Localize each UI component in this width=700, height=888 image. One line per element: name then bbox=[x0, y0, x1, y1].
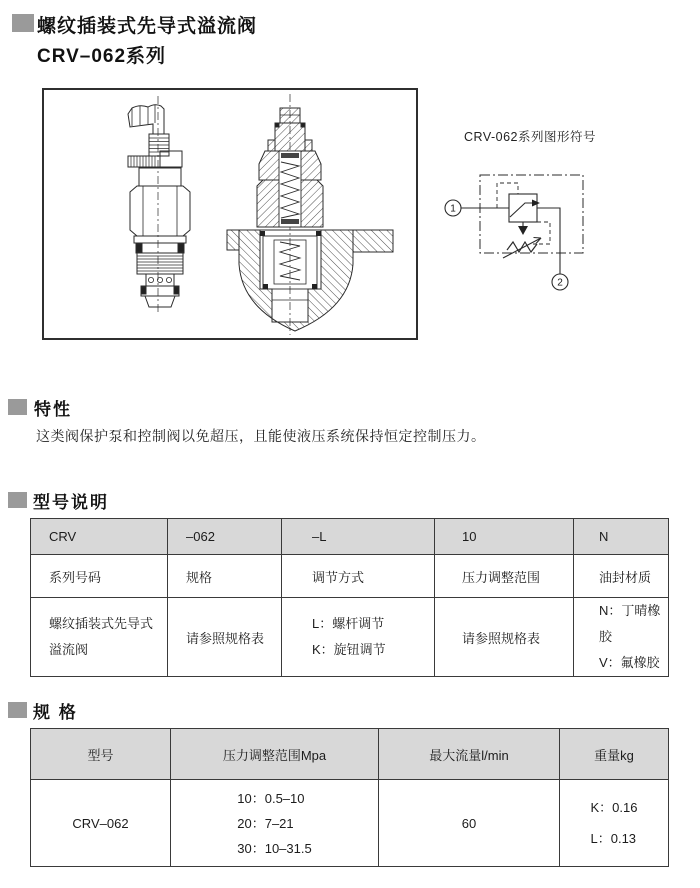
port-1-label: 1 bbox=[450, 203, 456, 215]
pressure-range-line: 30：10–31.5 bbox=[237, 840, 312, 856]
left-valve-external-view bbox=[128, 96, 190, 314]
page-title: 螺纹插装式先导式溢流阀 bbox=[37, 16, 258, 37]
right-valve-section-view bbox=[227, 94, 393, 335]
model-code-cell: –L bbox=[282, 519, 435, 555]
spec-bullet-square bbox=[8, 702, 27, 718]
detail-line: K：旋钮调节 bbox=[312, 642, 386, 657]
detail-line: N：丁晴橡胶 bbox=[599, 603, 661, 644]
spec-flow-cell: 60 bbox=[379, 780, 560, 867]
title-bullet-square bbox=[12, 14, 34, 32]
hydraulic-symbol-diagram bbox=[437, 160, 665, 310]
spec-header-cell: 压力调整范围Mpa bbox=[171, 729, 379, 780]
model-code-cell: –062 bbox=[168, 519, 282, 555]
model-heading: 型号说明 bbox=[33, 493, 109, 512]
page-subtitle: CRV–062系列 bbox=[37, 46, 167, 67]
model-code-cell: N bbox=[574, 519, 669, 555]
features-heading: 特性 bbox=[34, 400, 72, 419]
valve-drawing-box bbox=[42, 88, 418, 340]
model-label-cell: 调节方式 bbox=[282, 555, 435, 598]
spec-heading: 规 格 bbox=[33, 703, 78, 722]
model-label-cell: 系列号码 bbox=[31, 555, 168, 598]
spec-header-cell: 型号 bbox=[31, 729, 171, 780]
spec-header-cell: 最大流量l/min bbox=[379, 729, 560, 780]
spec-header-cell: 重量kg bbox=[560, 729, 669, 780]
detail-line: 溢流阀 bbox=[49, 642, 89, 657]
detail-line: L：螺杆调节 bbox=[312, 616, 385, 631]
specifications-table bbox=[30, 728, 669, 867]
model-code-cell: CRV bbox=[31, 519, 168, 555]
model-detail-cell bbox=[282, 598, 435, 677]
features-text: 这类阀保护泵和控制阀以免超压，且能使液压系统保持恒定控制压力。 bbox=[36, 428, 486, 444]
port-2-label: 2 bbox=[557, 277, 563, 289]
spec-weight-cell bbox=[560, 780, 669, 867]
model-detail-cell bbox=[31, 598, 168, 677]
model-designation-table bbox=[30, 518, 669, 677]
detail-line: V：氟橡胶 bbox=[599, 655, 660, 670]
weight-line: L：0.13 bbox=[590, 831, 637, 846]
valve-cross-section-drawing bbox=[44, 90, 416, 338]
model-label-cell: 规格 bbox=[168, 555, 282, 598]
model-label-cell: 压力调整范围 bbox=[435, 555, 574, 598]
detail-line: 螺纹插装式先导式 bbox=[49, 616, 154, 631]
model-detail-cell: 请参照规格表 bbox=[435, 598, 574, 677]
model-code-cell: 10 bbox=[435, 519, 574, 555]
weight-line: K：0.16 bbox=[590, 800, 638, 815]
pressure-range-line: 20：7–21 bbox=[237, 815, 294, 831]
spec-pressure-cell bbox=[171, 780, 379, 867]
model-label-cell: 油封材质 bbox=[574, 555, 669, 598]
features-bullet-square bbox=[8, 399, 27, 415]
model-detail-cell: 请参照规格表 bbox=[168, 598, 282, 677]
spec-model-cell: CRV–062 bbox=[31, 780, 171, 867]
model-bullet-square bbox=[8, 492, 27, 508]
pressure-range-line: 10：0.5–10 bbox=[237, 790, 305, 806]
symbol-caption: CRV-062系列图形符号 bbox=[464, 130, 596, 144]
model-detail-cell bbox=[574, 598, 669, 677]
